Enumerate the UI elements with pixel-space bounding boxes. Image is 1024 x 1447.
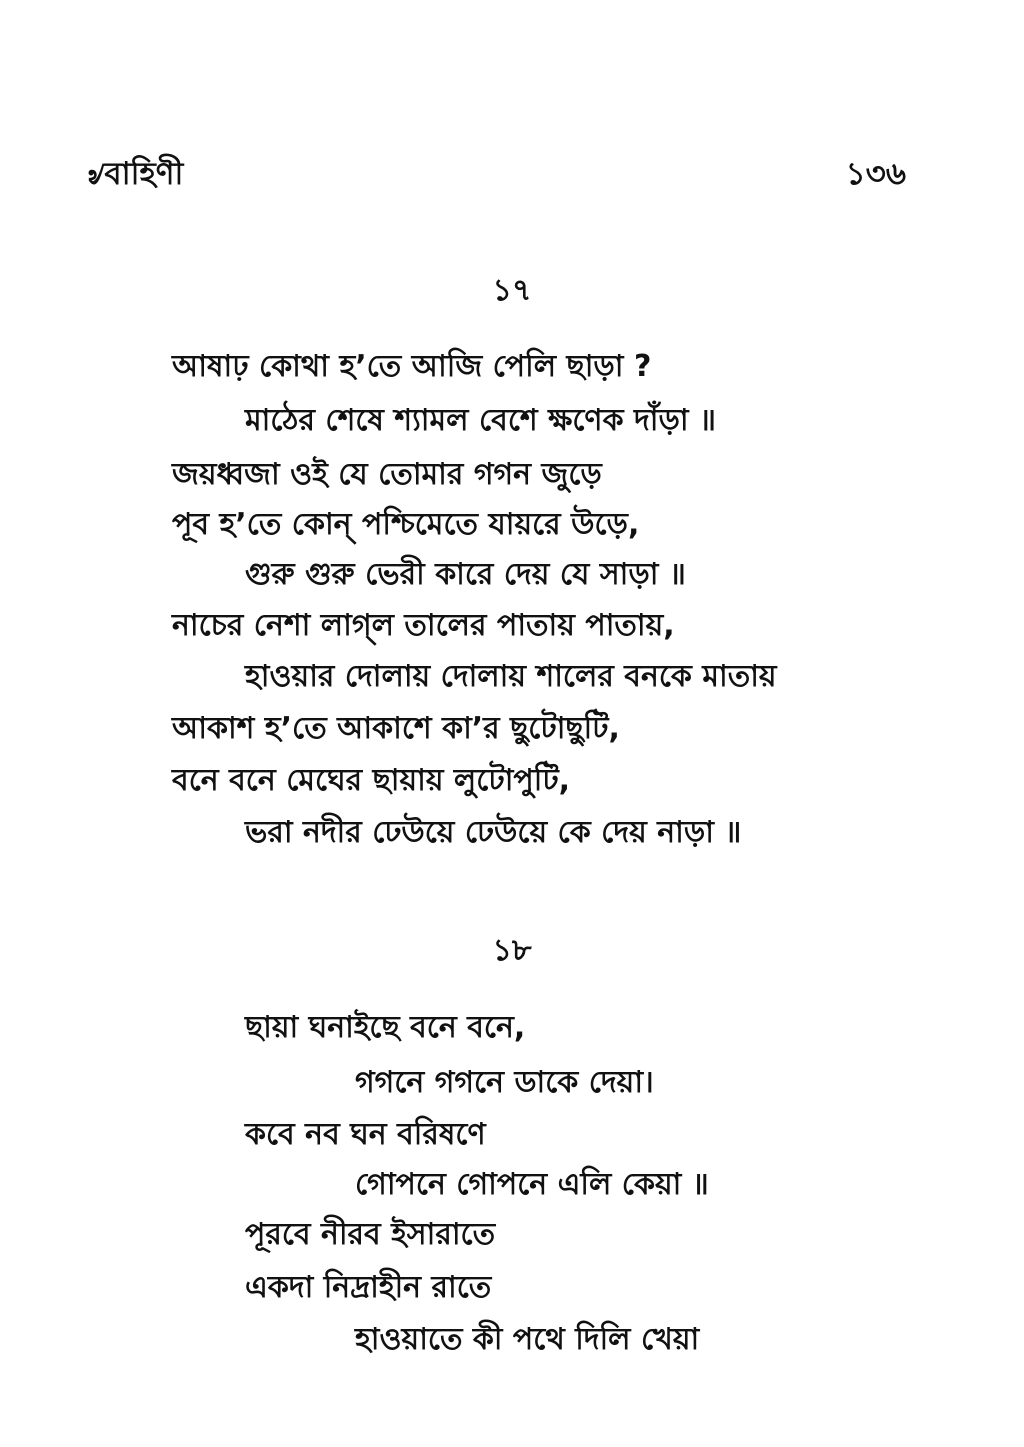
verse-line: একদা নিদ্রাহীন রাতে xyxy=(245,1270,492,1305)
verse-line: পূব হ’তে কোন্ পশ্চিমেতে যায়রে উড়ে, xyxy=(172,507,640,542)
verse-line: হাওয়াতে কী পথে দিলি খেয়া xyxy=(355,1322,700,1357)
verse-line: জয়ধ্বজা ওই যে তোমার গগন জুড়ে xyxy=(172,457,602,492)
verse-line: আকাশ হ’তে আকাশে কা’র ছুটোছুটি, xyxy=(172,711,620,746)
verse-line: নাচের নেশা লাগ্‌ল তালের পাতায় পাতায়, xyxy=(172,608,675,643)
verse-line: মাঠের শেষে শ্যামল বেশে ক্ষণেক দাঁড়া ॥ xyxy=(245,403,717,438)
verse-line: গুরু গুরু ভেরী কারে দেয় যে সাড়া ॥ xyxy=(245,557,686,592)
song-number: ১৭ xyxy=(492,273,532,308)
verse-line: আষাঢ় কোথা হ’তে আজি পেলি ছাড়া ? xyxy=(172,349,652,384)
verse-line: ছায়া ঘনাইছে বনে বনে, xyxy=(245,1010,526,1045)
verse-line: গগনে গগনে ডাকে দেয়া। xyxy=(355,1065,654,1100)
verse-line: গোপনে গোপনে এলি কেয়া ॥ xyxy=(355,1167,709,1202)
running-title: ৶বাহিণী xyxy=(88,156,184,192)
verse-line: ভরা নদীর ঢেউয়ে ঢেউয়ে কে দেয় নাড়া ॥ xyxy=(245,815,742,850)
song-number: ১৮ xyxy=(492,933,532,968)
page-number: ১৩৬ xyxy=(845,156,906,192)
verse-line: পূরবে নীরব ইসারাতে xyxy=(245,1217,496,1252)
verse-line: কবে নব ঘন বরিষণে xyxy=(245,1117,486,1152)
verse-line: হাওয়ার দোলায় দোলায় শালের বনকে মাতায় xyxy=(245,659,777,694)
verse-line: বনে বনে মেঘের ছায়ায় লুটোপুটি, xyxy=(172,763,571,798)
